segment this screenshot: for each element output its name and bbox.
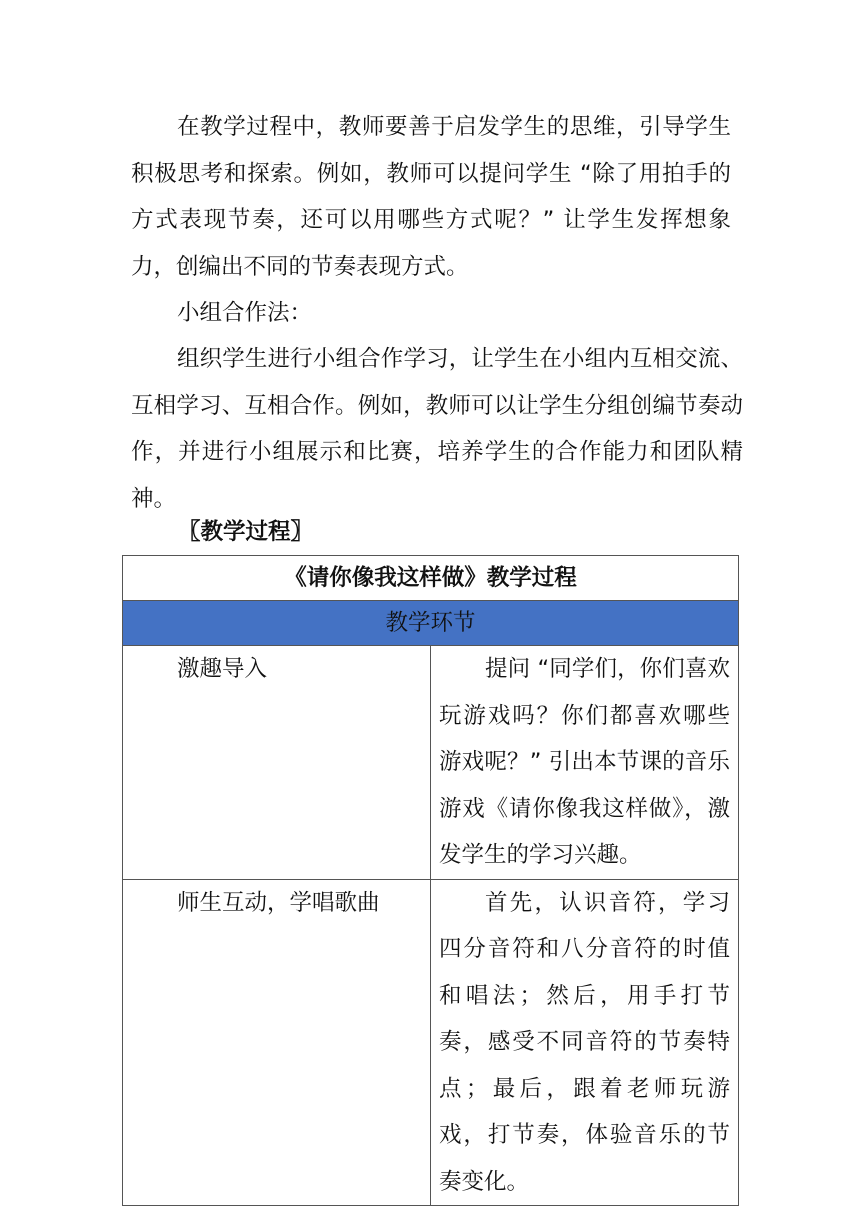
paragraph-group-cooperation: 组织学生进行小组合作学习，让学生在小组内互相交流、互相学习、互相合作。例如，教师可以让学生分组创编节奏动作，并进行小组展示和比赛，培养学生的合作能力和团队精神。 xyxy=(131,346,743,512)
stage-label: 师生互动，学唱歌曲 xyxy=(177,889,380,916)
table-row xyxy=(123,879,739,1206)
paragraph-heuristic-method: 在教学过程中，教师要善于启发学生的思维，引导学生积极思考和探索。例如，教师可以提问学生 “除了用拍手的方式表现节奏，还可以用哪些方式呢？” 让学生发挥想象力，创编出不同的节奏表现方式。 xyxy=(131,114,731,280)
stage-content: 提问 “同学们，你们喜欢玩游戏吗？你们都喜欢哪些游戏呢？” 引出本节课的音乐游戏《请你像我这样做》，激发学生的学习兴趣。 xyxy=(439,656,730,868)
teaching-process-table xyxy=(122,555,739,1206)
table-title: 《请你像我这样做》教学过程 xyxy=(123,556,739,601)
content-cell xyxy=(431,646,739,880)
stage-cell xyxy=(123,646,431,880)
section-heading: 〖教学过程〗 xyxy=(178,519,314,545)
stage-label: 激趣导入 xyxy=(177,656,268,682)
content-cell xyxy=(431,879,739,1206)
table-header: 教学环节 xyxy=(123,601,739,646)
stage-content: 首先，认识音符，学习四分音符和八分音符的时值和唱法；然后，用手打节奏，感受不同音符的节奏特点；最后，跟着老师玩游戏，打节奏，体验音乐的节奏变化。 xyxy=(439,889,730,1195)
stage-cell xyxy=(123,879,431,1206)
table-row xyxy=(123,646,739,880)
paragraph-group-cooperation-heading: 小组合作法： xyxy=(177,300,313,326)
